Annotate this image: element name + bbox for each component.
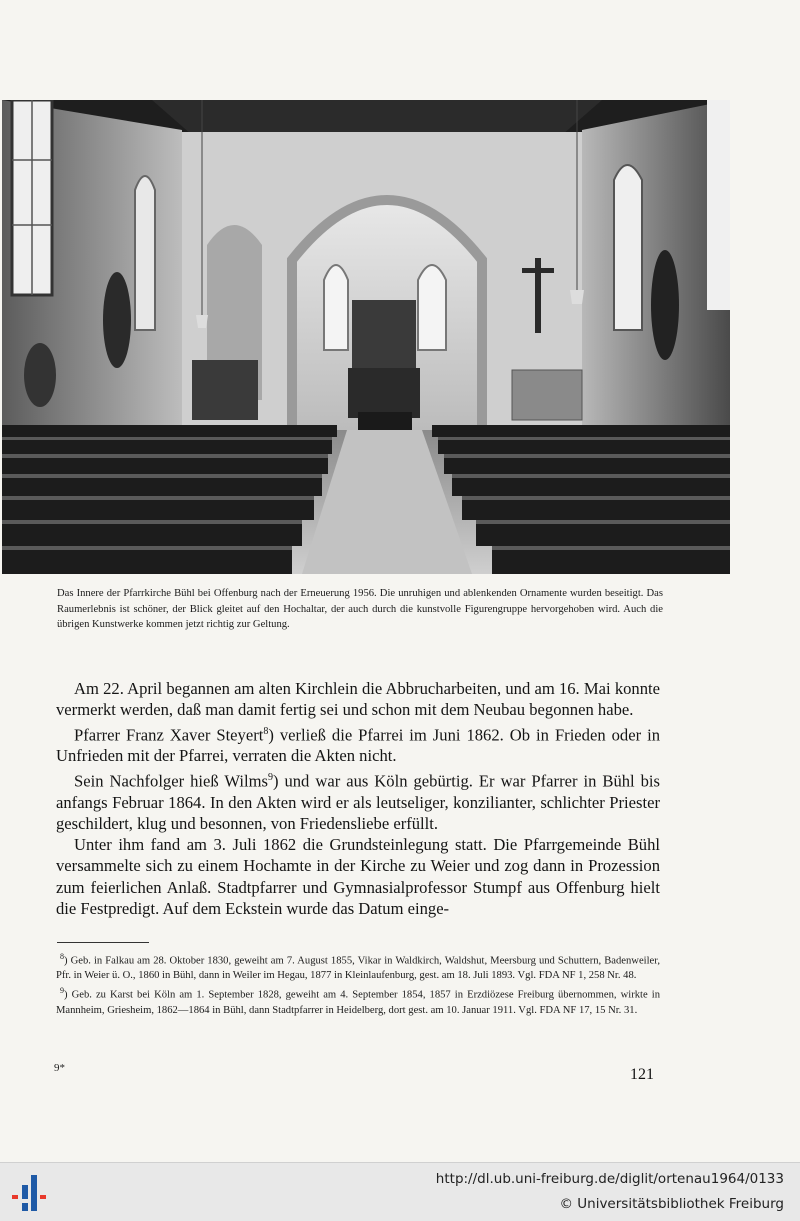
paragraph-1: Am 22. April begannen am alten Kirchlein die Abbrucharbeiten, und am 16. Mai konnte vermerkt werden, daß man damit fertig sei und schon mit dem Neubau begonnen habe.: [56, 679, 660, 720]
paragraph-3: [56, 767, 660, 834]
footer-bar: [0, 1162, 800, 1221]
body-text: [56, 678, 660, 919]
footnote-8-mark: 8: [60, 952, 64, 961]
paragraph-2-end: ) verließ die Pfarrei im Juni 1862. Ob in Frieden oder in Unfrieden mit der Pfarrei, verraten die Akten nicht.: [56, 725, 660, 766]
printer-signature: 9*: [54, 1062, 65, 1074]
paragraph-3-end: ) und war aus Köln gebürtig. Er war Pfarrer in Bühl bis anfangs Februar 1864. In den Akten wird er als leutseliger, konzilianter, schlichter Priester geschildert, klug und besonnen, von Friedensliebe erfüllt.: [56, 771, 660, 833]
paragraph-2-start: Pfarrer Franz Xaver Steyert: [74, 725, 264, 745]
footnote-8: [56, 950, 660, 984]
paragraph-4: Unter ihm fand am 3. Juli 1862 die Grundsteinlegung statt. Die Pfarrgemeinde Bühl versammelte sich zu einem Hochamte in der Kirche zu Weier und zog dann in Prozession zum feierlichen Anlaß. Stadtpfarrer und Gymnasialprofessor Stumpf aus Offenburg hielt die Festpredigt. Auf dem Eckstein wurde das Datum einge-: [56, 835, 660, 919]
footnote-8-text: ) Geb. in Falkau am 28. Oktober 1830, geweiht am 7. August 1855, Vikar in Waldkirch, Waldshut, Meersburg und Schuttern, Badenweiler, Pfr. in Weier ü. O., 1860 in Bühl, dann in Weiler im Hegau, 1877 in Kleinlaufenburg, gest. am 18. Juli 1893. Vgl. FDA NF 1, 258 Nr. 48.: [56, 955, 660, 982]
church-interior-photo: [2, 100, 730, 574]
digital-library-url-link[interactable]: http://dl.ub.uni-freiburg.de/diglit/ortenau1964/0133: [435, 1171, 784, 1187]
footnote-divider: [57, 942, 149, 943]
ub-freiburg-logo-icon[interactable]: [10, 1173, 52, 1213]
footnote-9: [56, 984, 660, 1018]
footnote-9-text: ) Geb. zu Karst bei Köln am 1. September 1828, geweiht am 4. September 1854, 1857 in Erzdiözese Freiburg übernommen, wirkte in Mannheim, Griesheim, 1862—1864 in Bühl, dann Stadtpfarrer in Heidelberg, dort gest. am 10. Januar 1911. Vgl. FDA NF 17, 15 Nr. 31.: [56, 989, 660, 1016]
paragraph-2: [56, 721, 660, 767]
footnotes: [56, 950, 660, 1019]
paragraph-3-start: Sein Nachfolger hieß Wilms: [74, 771, 268, 791]
copyright-notice: © Universitätsbibliothek Freiburg: [559, 1196, 784, 1212]
page-number: 121: [630, 1066, 654, 1083]
footnote-ref-9[interactable]: 9: [267, 771, 273, 783]
photo-caption: Das Innere der Pfarrkirche Bühl bei Offenburg nach der Erneuerung 1956. Die unruhigen und ablenkenden Ornamente wurden beseitigt. Das Raumerlebnis ist schöner, der Blick gleitet auf den Hochaltar, der auch durch die kunstvolle Figurengruppe hervorgehoben wird. Auch die übrigen Kunstwerke kommen jetzt richtig zur Geltung.: [57, 588, 663, 630]
footnote-9-mark: 9: [60, 986, 64, 996]
footnote-ref-8[interactable]: 8: [263, 725, 269, 737]
